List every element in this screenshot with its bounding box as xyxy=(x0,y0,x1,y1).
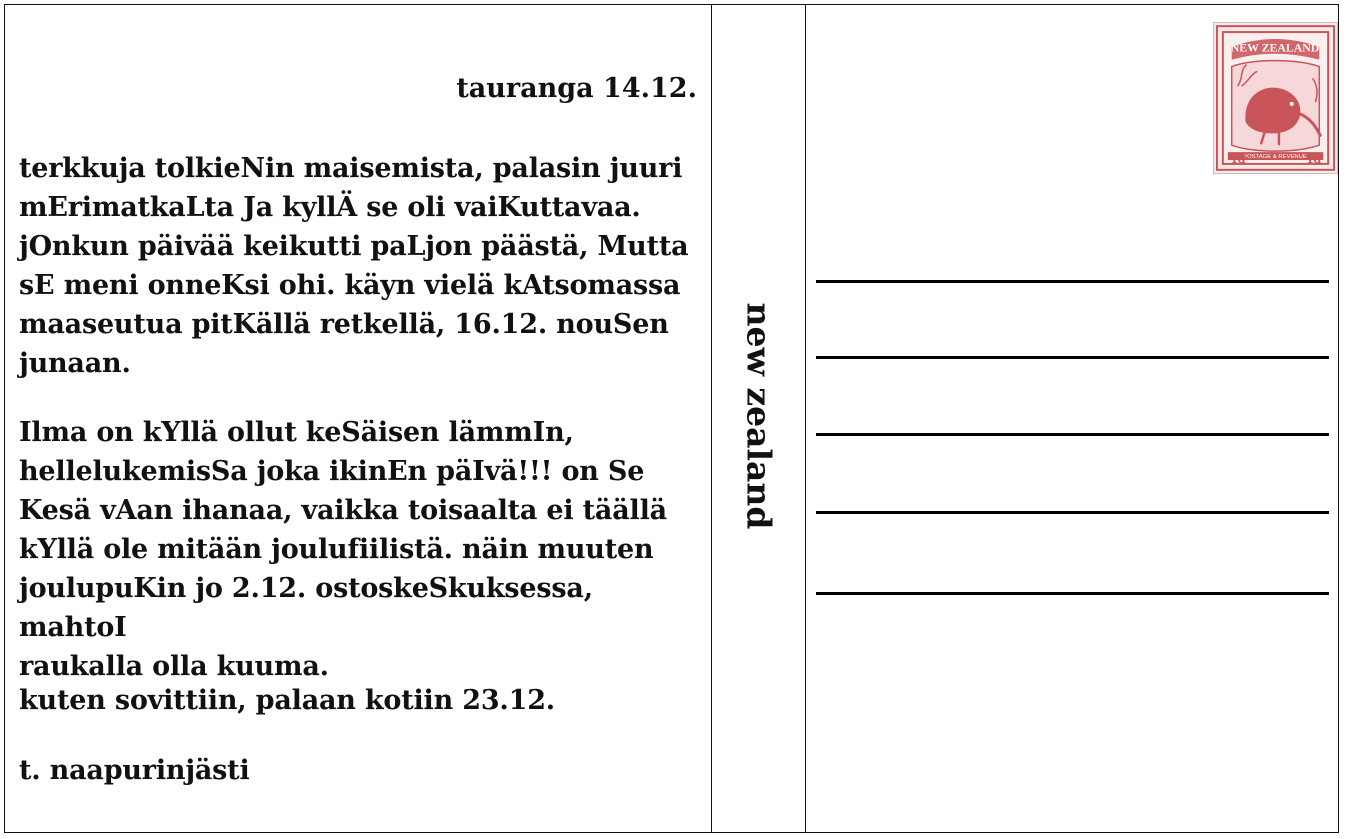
date-line: tauranga 14.12. xyxy=(456,73,697,104)
address-panel xyxy=(806,5,1338,832)
stamp-caption-text: POSTAGE & REVENUE xyxy=(1243,154,1307,161)
kiwi-stamp-icon xyxy=(1214,23,1337,173)
vertical-label: new zealand xyxy=(739,302,779,530)
postcard xyxy=(4,4,1339,833)
message-panel xyxy=(5,5,712,832)
address-line xyxy=(816,356,1329,359)
address-line xyxy=(816,592,1329,595)
message-paragraph: kuten sovittiin, palaan kotiin 23.12. xyxy=(19,685,555,716)
stamp xyxy=(1213,22,1338,174)
signature-line: t. naapurinjästi xyxy=(19,755,250,786)
message-paragraph: Ilma on kYllä ollut keSäisen lämmIn, hellelukemisSa joka ikinEn päIvä!!! on Se Kesä vAan ihanaa, vaikka toisaalta ei täällä kYllä ole mitään joulufiilistä. näin muuten joulupuKin jo 2.12. ostoskeSkuksessa, mahtoI raukalla olla kuuma. xyxy=(19,417,667,682)
stamp-country-text: NEW ZEALAND xyxy=(1230,40,1320,55)
address-line xyxy=(816,511,1329,514)
address-line xyxy=(816,280,1329,283)
stamp-denomination-right: 1d xyxy=(1306,150,1322,166)
divider-panel xyxy=(712,5,806,832)
stamp-denomination-left: 1d xyxy=(1230,150,1246,166)
message-paragraph: terkkuja tolkieNin maisemista, palasin juuri mErimatkaLta Ja kyllÄ se oli vaiKuttavaa. jOnkun päivää keikutti paLjon päästä, Mutta sE meni onneKsi ohi. käyn vielä kAtsomassa maaseutua pitKällä retkellä, 16.12. nouSen junaan. xyxy=(19,153,689,379)
address-line xyxy=(816,433,1329,436)
